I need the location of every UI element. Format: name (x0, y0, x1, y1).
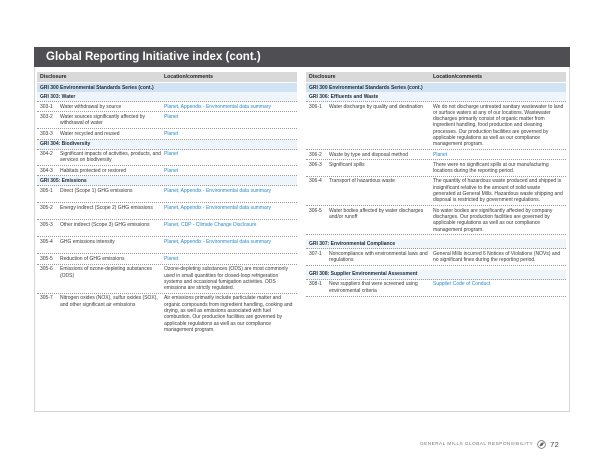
row-location-link[interactable]: Planet (164, 130, 179, 137)
row-name: Habitats protected or restored (60, 167, 127, 174)
table-row (37, 166, 297, 176)
row-location-link[interactable]: Planet, Appendix - Environmental data summary (164, 187, 271, 194)
row-location: No water bodies are significantly affected by company discharges. Our production facilities are governed by applicable regulations as well as our compliance management program. (433, 207, 553, 233)
row-location-link[interactable]: Planet (164, 151, 179, 158)
page-footer (420, 440, 559, 449)
table-row (37, 102, 297, 112)
row-location-link[interactable]: Planet (433, 151, 448, 158)
row-name: Direct (Scope 1) GHG emissions (60, 187, 133, 194)
row-location: There were no significant spills at our manufacturing locations during the reporting period. (433, 161, 549, 175)
row-number: 305-2 (40, 204, 53, 211)
row-name: New suppliers that were screened using environmental criteria (329, 281, 418, 294)
table-row (37, 220, 297, 237)
gri-306-title: GRI 306: Effluents and Waste (306, 92, 566, 102)
row-location: We do not discharge untreated sanitary wastewater to land or surface waters at any of our locations. Wastewater discharges primarily consist of organic matter from ingredient handling, food production and cleaning processes. Our production facilities are governed by applicable regulations as well as our compliance management program. (433, 103, 564, 148)
row-location: General Mills incurred 6 Notices of Violations (NOVs) and no significant fines during the reporting period. (433, 250, 561, 264)
table-row (306, 206, 566, 235)
table-header (306, 72, 566, 82)
row-location: The quantity of hazardous waste produced and shipped is insignificant relative to the amount of solid waste generated at General Mills. Hazardous waste shipping and disposal is restricted by government regulations. (433, 178, 563, 204)
row-number: 305-7 (40, 295, 53, 302)
row-name: Waste by type and disposal method (329, 151, 409, 158)
row-number: 306-5 (309, 207, 322, 214)
row-location-link[interactable]: Planet (164, 113, 179, 120)
row-number: 306-3 (309, 161, 322, 168)
row-name: Water sources significantly affected by withdrawal of water (60, 113, 146, 127)
row-name: Noncompliance with environmental laws and regulations (329, 250, 428, 264)
row-number: 303-1 (40, 103, 53, 110)
page-title: Global Reporting Initiative index (cont.) (34, 47, 570, 67)
row-name: Water bodies affected by water discharges and/or runoff (329, 207, 424, 220)
gri-303-title: GRI 303: Water (37, 92, 297, 102)
row-name: Energy indirect (Scope 2) GHG emissions (60, 204, 153, 211)
table-row (306, 249, 566, 266)
row-location-link[interactable]: Supplier Code of Conduct (433, 281, 491, 288)
row-number: 308-1 (309, 281, 322, 288)
row-name: GHG emissions intensity (60, 238, 115, 245)
row-name: Water withdrawal by source (60, 103, 122, 110)
table-row (37, 186, 297, 203)
gri-307-title: GRI 307: Environmental Compliance (306, 239, 566, 249)
row-location: Ozone-depleting substances (ODS) are most commonly used in small quantities for closed-loop refrigeration systems and occasional fumigation activities. ODS emissions are strictly regulated. (164, 266, 288, 292)
row-number: 305-5 (40, 255, 53, 262)
row-location-link[interactable]: Planet (164, 255, 179, 262)
header-disclosure: Disclosure (40, 74, 67, 80)
table-row (37, 129, 297, 139)
row-name: Other indirect (Scope 3) GHG emissions (60, 221, 150, 228)
table-row (306, 280, 566, 297)
row-location: Air emissions primarily include particulate matter and organic compounds from ingredient handling, cooking and drying, as well as emissions associated with fuel combustion. Our production facilities are governed by applicable regulations as well as our compliance management program. (164, 295, 293, 333)
row-name: Nitrogen oxides (NOX), sulfur oxides (SOX), and other significant air emissions (60, 295, 158, 308)
row-location-link[interactable]: Planet, Appendix - Environmental data summary (164, 204, 271, 211)
table-row (37, 150, 297, 167)
table-row (37, 112, 297, 129)
left-table (37, 72, 297, 335)
row-number: 303-3 (40, 130, 53, 137)
row-number: 305-3 (40, 221, 53, 228)
row-location-link[interactable]: Planet (164, 167, 179, 174)
report-name: GENERAL MILLS GLOBAL RESPONSIBILITY (420, 442, 534, 447)
row-number: 305-4 (40, 238, 53, 245)
row-name: Water recycled and reused (60, 130, 120, 137)
section-title: GRI 300 Environmental Standards Series (cont.) (306, 83, 566, 92)
row-name: Transport of hazardous waste (329, 178, 395, 185)
table-row (306, 160, 566, 177)
row-number: 306-1 (309, 103, 322, 110)
table-row (37, 265, 297, 294)
header-location: Location/comments (164, 74, 214, 80)
table-row (37, 203, 297, 220)
header-location: Location/comments (433, 74, 483, 80)
row-number: 304-3 (40, 167, 53, 174)
table-row (37, 254, 297, 264)
row-location-link[interactable]: Planet, CDP - Climate Change Disclosure (164, 221, 257, 228)
table-header (37, 72, 297, 82)
leaf-icon (537, 440, 546, 449)
row-number: 307-1 (309, 250, 322, 257)
row-name: Water discharge by quality and destination (329, 103, 424, 110)
gri-305-title: GRI 305: Emissions (37, 176, 297, 186)
table-row (306, 150, 566, 160)
row-number: 305-6 (40, 266, 53, 273)
table-row (37, 237, 297, 254)
row-number: 305-1 (40, 187, 53, 194)
table-row (306, 177, 566, 206)
page-number: 72 (550, 440, 560, 449)
gri-304-title: GRI 304: Biodiversity (37, 140, 297, 150)
row-number: 306-4 (309, 178, 322, 185)
table-row (306, 102, 566, 150)
section-title: GRI 300 Environmental Standards Series (cont.) (37, 83, 297, 92)
row-location-link[interactable]: Planet, Appendix - Environmental data summary (164, 103, 271, 110)
gri-308-title: GRI 308: Supplier Environmental Assessment (306, 270, 566, 280)
row-number: 306-2 (309, 151, 322, 158)
row-name: Reduction of GHG emissions (60, 255, 125, 262)
row-number: 304-2 (40, 151, 53, 158)
row-name: Significant spills (329, 161, 365, 168)
right-table (306, 72, 566, 297)
row-number: 303-2 (40, 113, 53, 120)
row-name: Significant impacts of activities, products, and services on biodiversity (60, 151, 161, 164)
row-name: Emissions of ozone-depleting substances (ODS) (60, 266, 152, 279)
header-disclosure: Disclosure (309, 74, 336, 80)
row-location-link[interactable]: Planet, Appendix - Environmental data summary (164, 238, 271, 245)
table-row (37, 294, 297, 335)
